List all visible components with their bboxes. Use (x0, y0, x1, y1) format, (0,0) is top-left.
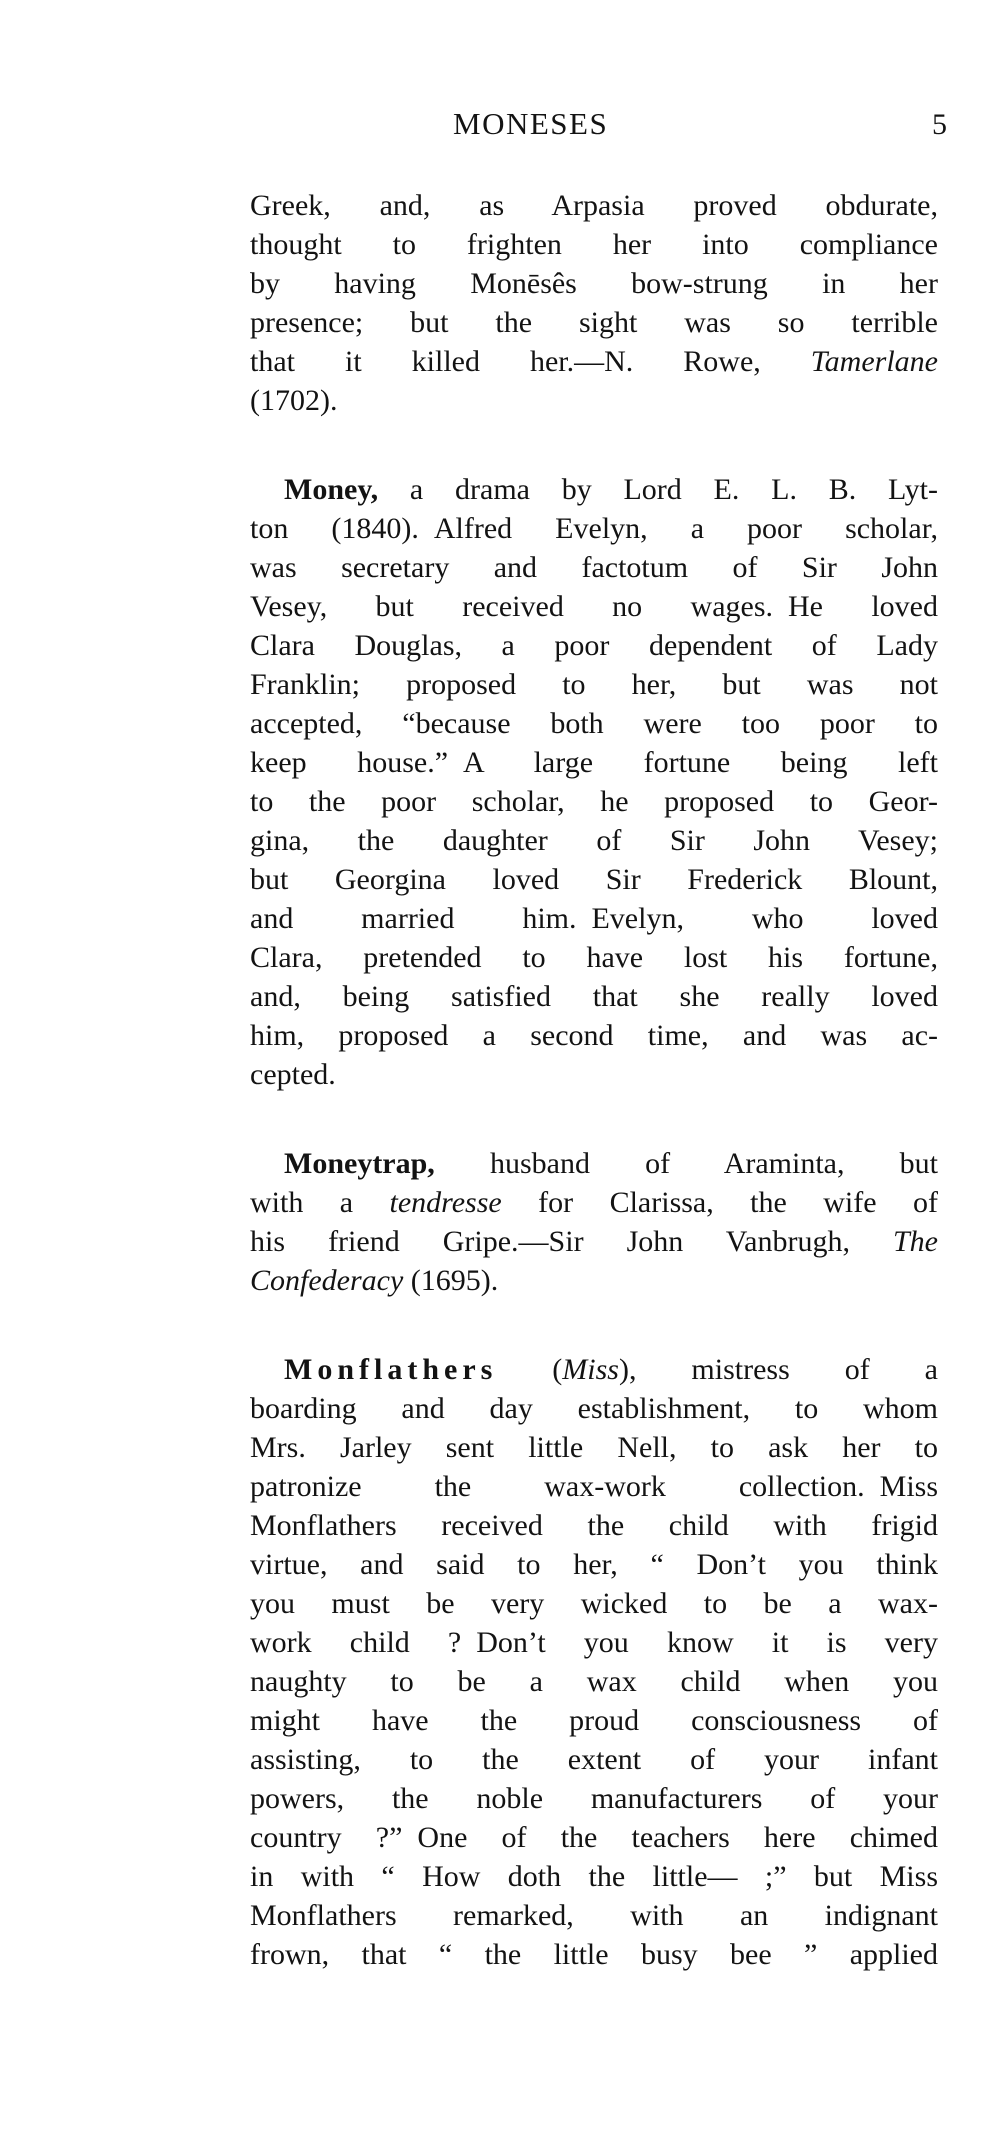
text-line (250, 938, 938, 977)
text-segment: by having Monēsês bow-strung in her (250, 267, 938, 300)
text-line (250, 1623, 938, 1662)
text-line (250, 1740, 938, 1779)
entry-word: Monflathers (284, 1353, 498, 1386)
text-line (250, 1506, 938, 1545)
page-number: 5 (932, 108, 947, 141)
text-block (250, 186, 938, 1974)
text-segment: with a (250, 1186, 390, 1219)
text-segment: and, being satisfied that she really loved (250, 980, 938, 1013)
text-line (250, 1016, 938, 1055)
text-line (250, 1467, 938, 1506)
text-segment: Confederacy (250, 1264, 404, 1297)
text-line (250, 743, 938, 782)
text-line (250, 665, 938, 704)
text-line (250, 1055, 938, 1094)
text-segment: naughty to be a wax child when you (250, 1665, 938, 1698)
entry-money (250, 470, 938, 1094)
text-segment: his friend Gripe.—Sir John Vanbrugh, (250, 1225, 893, 1258)
text-segment: country ?” One of the teachers here chimed (250, 1821, 938, 1854)
entry-word: Money, (284, 473, 379, 506)
text-segment: ( (497, 1353, 563, 1386)
text-segment: that it killed her.—N. Rowe, (250, 345, 811, 378)
text-segment: in with “ How doth the little— ;” but Miss (250, 1860, 938, 1893)
text-segment: but Georgina loved Sir Frederick Blount, (250, 863, 938, 896)
text-segment: patronize the wax-work collection. Miss (250, 1470, 938, 1503)
text-line (250, 1935, 938, 1974)
text-line (250, 1144, 938, 1183)
text-line (250, 509, 938, 548)
text-line (250, 342, 938, 381)
text-line (250, 821, 938, 860)
text-line (250, 1545, 938, 1584)
text-segment: cepted. (250, 1058, 336, 1091)
text-line (250, 899, 938, 938)
running-head-title: MONESES (453, 106, 609, 141)
text-segment: for Clarissa, the wife of (501, 1186, 938, 1219)
text-segment: boarding and day establishment, to whom (250, 1392, 938, 1425)
text-line (250, 1261, 938, 1300)
text-segment: Monflathers received the child with frigid (250, 1509, 938, 1542)
text-line (250, 186, 938, 225)
text-segment: thought to frighten her into compliance (250, 228, 938, 261)
text-line (250, 1896, 938, 1935)
text-line (250, 1584, 938, 1623)
text-line (250, 1662, 938, 1701)
text-line (250, 977, 938, 1016)
text-segment: powers, the noble manufacturers of your (250, 1782, 938, 1815)
text-line (250, 1350, 938, 1389)
text-line (250, 1779, 938, 1818)
text-segment: Clara Douglas, a poor dependent of Lady (250, 629, 938, 662)
text-line (250, 303, 938, 342)
text-line (250, 1389, 938, 1428)
entry-moneses-continuation (250, 186, 938, 420)
text-segment: tendresse (389, 1186, 502, 1219)
text-line (250, 1428, 938, 1467)
text-segment: work child ? Don’t you know it is very (250, 1626, 938, 1659)
text-segment: (1695). (403, 1264, 499, 1297)
text-segment: Mrs. Jarley sent little Nell, to ask her to (250, 1431, 938, 1464)
text-line (250, 587, 938, 626)
text-line (250, 1222, 938, 1261)
text-segment: virtue, and said to her, “ Don’t you think (250, 1548, 938, 1581)
text-line (250, 626, 938, 665)
page-header (0, 0, 1000, 160)
text-segment: ), mistress of a (618, 1353, 938, 1386)
text-line (250, 1857, 938, 1896)
text-segment: The (893, 1225, 938, 1258)
text-segment: Clara, pretended to have lost his fortune, (250, 941, 938, 974)
text-segment: a drama by Lord E. L. B. Lyt- (378, 473, 938, 506)
text-line (250, 264, 938, 303)
entry-moneytrap (250, 1144, 938, 1300)
text-line (250, 1701, 938, 1740)
text-segment: Miss (562, 1353, 619, 1386)
text-line (250, 1183, 938, 1222)
text-line (250, 470, 938, 509)
text-segment: gina, the daughter of Sir John Vesey; (250, 824, 938, 857)
text-segment: assisting, to the extent of your infant (250, 1743, 938, 1776)
text-line (250, 782, 938, 821)
text-segment: him, proposed a second time, and was ac- (250, 1019, 938, 1052)
text-segment: frown, that “ the little busy bee ” applied (250, 1938, 938, 1971)
text-segment: was secretary and factotum of Sir John (250, 551, 938, 584)
text-segment: you must be very wicked to be a wax- (250, 1587, 938, 1620)
text-segment: Franklin; proposed to her, but was not (250, 668, 938, 701)
text-segment: ton (1840). Alfred Evelyn, a poor scholar, (250, 512, 938, 545)
text-line (250, 1818, 938, 1857)
text-segment: Tamerlane (810, 345, 938, 378)
text-line (250, 860, 938, 899)
text-line (250, 225, 938, 264)
text-segment: might have the proud consciousness of (250, 1704, 938, 1737)
text-segment: to the poor scholar, he proposed to Geor- (250, 785, 938, 818)
text-line (250, 548, 938, 587)
text-line (250, 381, 938, 420)
text-line (250, 704, 938, 743)
text-segment: presence; but the sight was so terrible (250, 306, 938, 339)
text-segment: Greek, and, as Arpasia proved obdurate, (250, 189, 938, 222)
text-segment: and married him. Evelyn, who loved (250, 902, 938, 935)
text-segment: keep house.” A large fortune being left (250, 746, 938, 779)
text-segment: Vesey, but received no wages. He loved (250, 590, 938, 623)
text-segment: husband of Araminta, but (434, 1147, 938, 1180)
entry-word: Moneytrap, (284, 1147, 435, 1180)
entry-monflathers (250, 1350, 938, 1974)
text-segment: Monflathers remarked, with an indignant (250, 1899, 938, 1932)
text-segment: (1702). (250, 384, 338, 417)
text-segment: accepted, “because both were too poor to (250, 707, 938, 740)
